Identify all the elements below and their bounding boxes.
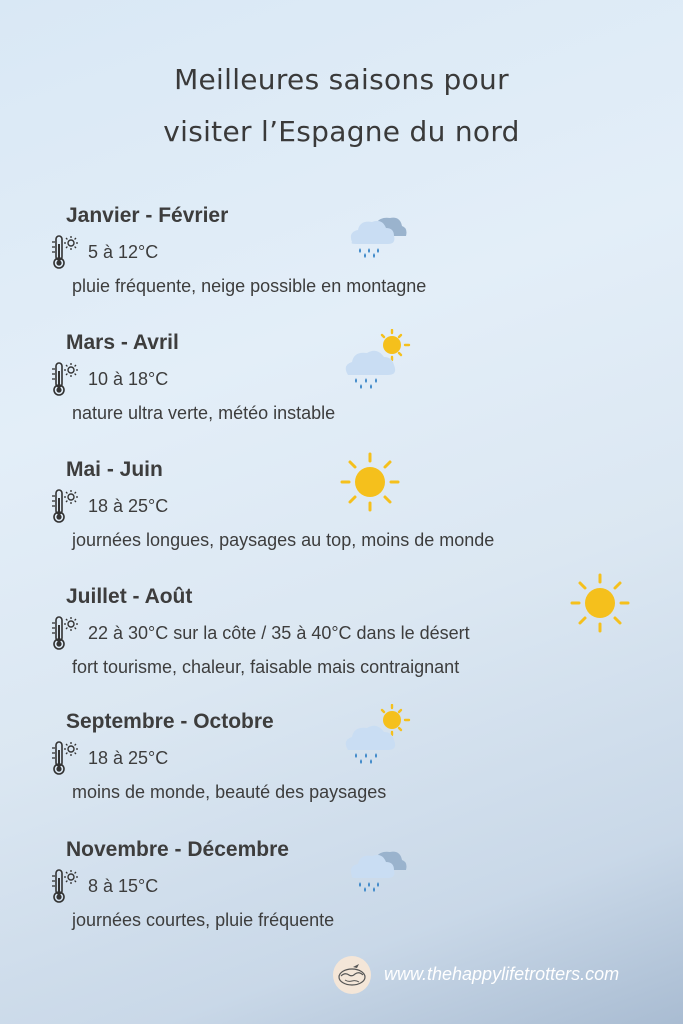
- season-description: journées longues, paysages au top, moins de monde: [72, 530, 495, 550]
- season-description: moins de monde, beauté des paysages: [72, 782, 387, 802]
- thermometer-icon: [50, 868, 80, 904]
- sun-rain-cloud-icon: [340, 329, 412, 391]
- rain-cloud-icon: [344, 208, 408, 258]
- thermometer-icon: [50, 488, 80, 524]
- season-juillet-aout: [0, 585, 683, 695]
- season-description: fort tourisme, chaleur, faisable mais contraignant: [72, 657, 460, 677]
- season-description: journées courtes, pluie fréquente: [72, 910, 335, 930]
- sun-rain-cloud-icon: [340, 704, 412, 766]
- rain-cloud-icon: [344, 842, 408, 892]
- thermometer-icon: [50, 740, 80, 776]
- temperature-range: 8 à 15°C: [88, 876, 159, 896]
- temperature-range: 10 à 18°C: [88, 369, 169, 389]
- sun-icon: [340, 452, 400, 512]
- season-description: pluie fréquente, neige possible en montagne: [72, 276, 427, 296]
- season-novembre-decembre: [0, 838, 683, 948]
- season-name: Novembre - Décembre: [66, 838, 289, 861]
- season-janvier-fevrier: [0, 204, 683, 314]
- thermometer-icon: [50, 234, 80, 270]
- temperature-range: 22 à 30°C sur la côte / 35 à 40°C dans le désert: [88, 623, 470, 643]
- website-link[interactable]: www.thehappylifetrotters.com: [384, 964, 620, 984]
- season-description: nature ultra verte, météo instable: [72, 403, 336, 423]
- thermometer-icon: [50, 615, 80, 651]
- season-mai-juin: [0, 458, 683, 568]
- season-name: Juillet - Août: [66, 585, 193, 608]
- season-name: Mars - Avril: [66, 331, 179, 354]
- thermometer-icon: [50, 361, 80, 397]
- globe-plane-icon: [333, 956, 371, 994]
- temperature-range: 5 à 12°C: [88, 242, 159, 262]
- page-title: [0, 54, 683, 158]
- season-mars-avril: [0, 331, 683, 441]
- season-name: Septembre - Octobre: [66, 710, 274, 733]
- title-line-2: visiter l’Espagne du nord: [163, 115, 520, 148]
- temperature-range: 18 à 25°C: [88, 496, 169, 516]
- season-name: Mai - Juin: [66, 458, 163, 481]
- season-septembre-octobre: [0, 710, 683, 820]
- sun-icon: [570, 573, 630, 633]
- temperature-range: 18 à 25°C: [88, 748, 169, 768]
- season-name: Janvier - Février: [66, 204, 229, 227]
- title-line-1: Meilleures saisons pour: [174, 63, 509, 96]
